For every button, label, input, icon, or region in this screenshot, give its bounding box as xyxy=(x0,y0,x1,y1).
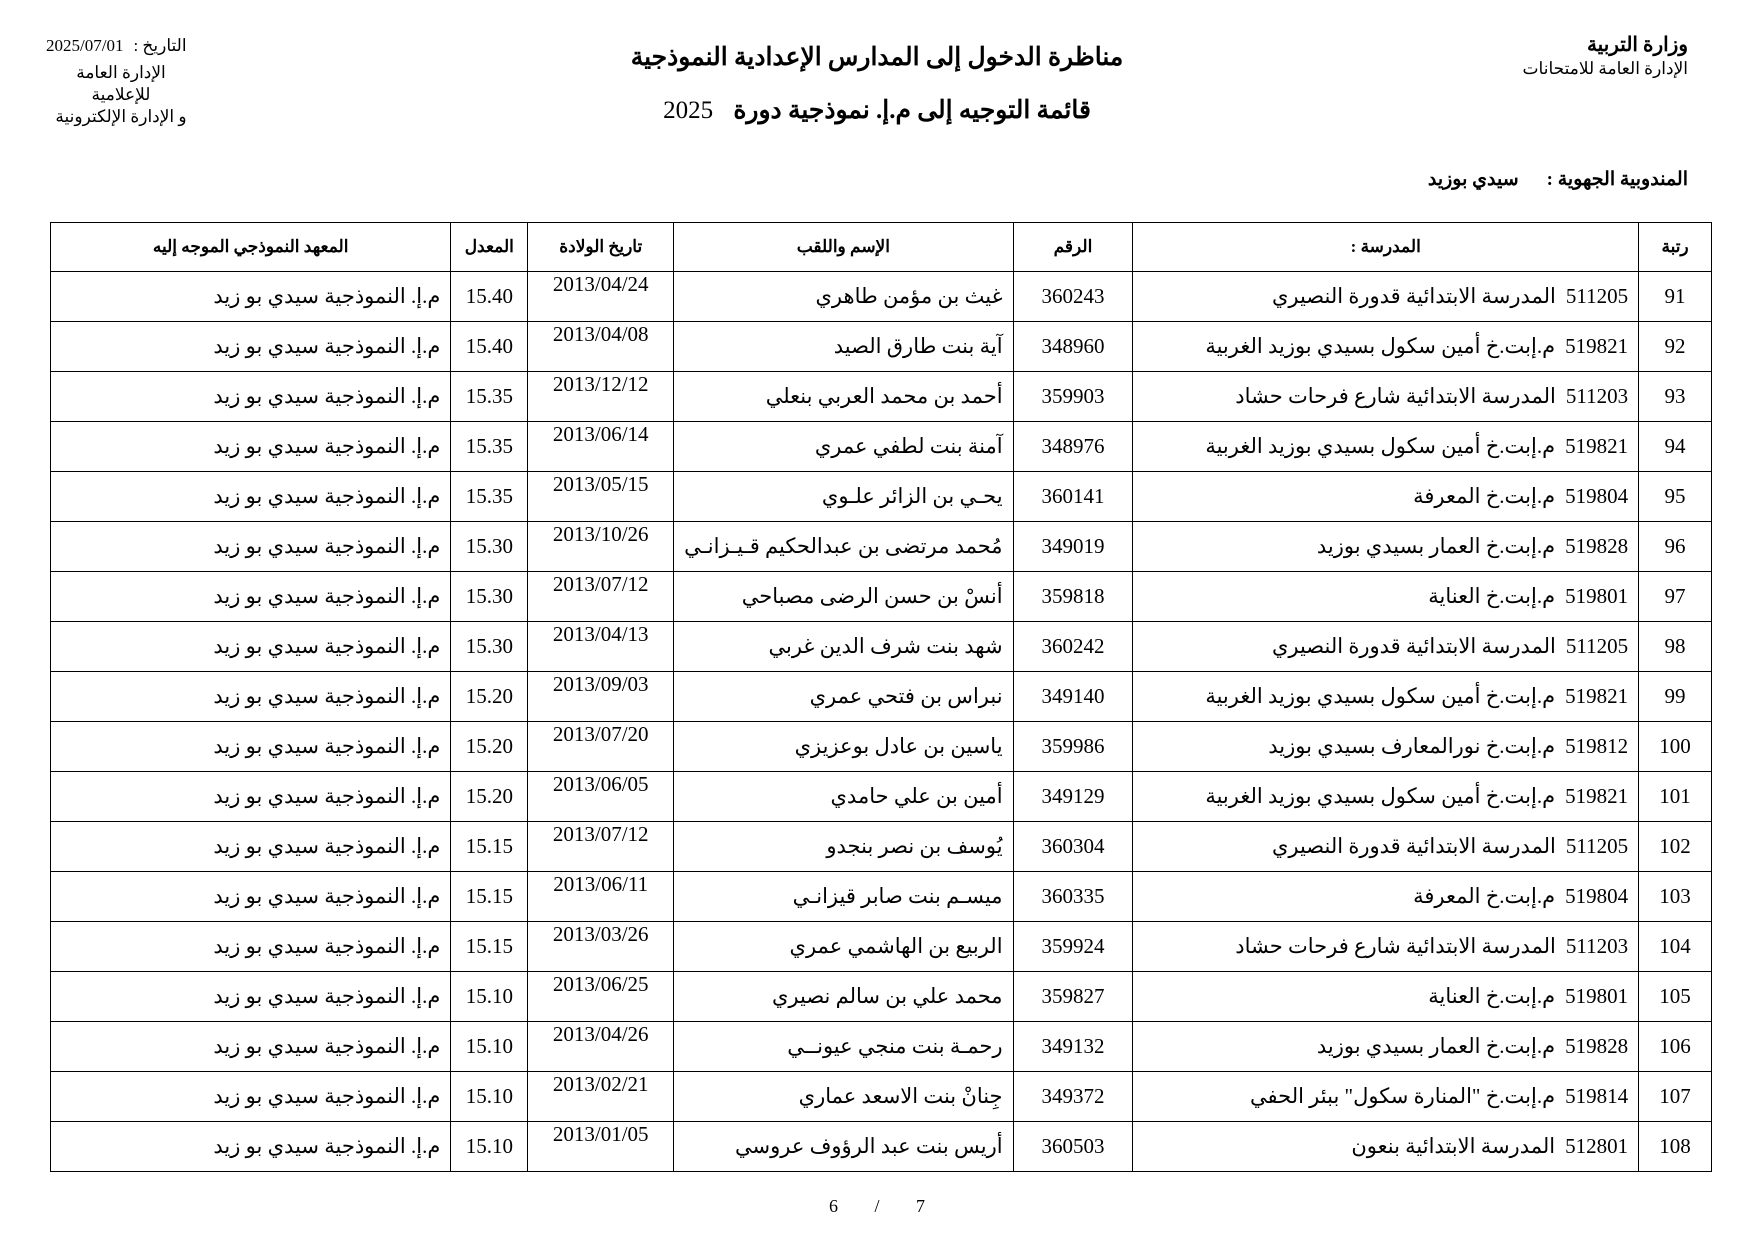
cell-name: أمين بن علي حامدي xyxy=(674,772,1013,822)
school-name: المدرسة الابتدائية قدورة النصيري xyxy=(1271,834,1556,858)
cell-number: 349372 xyxy=(1013,1072,1133,1122)
school-code: 511205 xyxy=(1565,284,1629,308)
table-row xyxy=(51,972,1712,1022)
cell-rank: 96 xyxy=(1639,522,1712,572)
table-row xyxy=(51,322,1712,372)
cell-average: 15.40 xyxy=(451,272,528,322)
cell-average: 15.35 xyxy=(451,472,528,522)
subtitle-text: قائمة التوجيه إلى م.إ. نموذجية دورة xyxy=(733,97,1091,124)
page-separator: / xyxy=(874,1196,880,1216)
cell-institute: م.إ. النموذجية سيدي بو زيد xyxy=(51,1022,451,1072)
school-name: م.إبت.خ أمين سكول بسيدي بوزيد الغربية xyxy=(1205,684,1556,708)
cell-institute: م.إ. النموذجية سيدي بو زيد xyxy=(51,472,451,522)
table-row xyxy=(51,1072,1712,1122)
cell-name: أريس بنت عبد الرؤوف عروسي xyxy=(674,1122,1013,1172)
school-name: م.إبت.خ أمين سكول بسيدي بوزيد الغربية xyxy=(1205,784,1556,808)
cell-rank: 93 xyxy=(1639,372,1712,422)
cell-average: 15.35 xyxy=(451,422,528,472)
school-code: 519821 xyxy=(1565,684,1629,708)
cell-school xyxy=(1133,572,1639,622)
school-code: 519814 xyxy=(1565,1084,1629,1108)
table-row xyxy=(51,572,1712,622)
school-code: 519804 xyxy=(1565,484,1629,508)
cell-number: 359827 xyxy=(1013,972,1133,1022)
cell-institute: م.إ. النموذجية سيدي بو زيد xyxy=(51,672,451,722)
cell-name: ميسـم بنت صابر قيزانـي xyxy=(674,872,1013,922)
cell-school xyxy=(1133,472,1639,522)
cell-number: 359818 xyxy=(1013,572,1133,622)
cell-name: آمنة بنت لطفي عمري xyxy=(674,422,1013,472)
cell-dob: 2013/05/15 xyxy=(528,472,674,522)
table-row xyxy=(51,722,1712,772)
cell-average: 15.20 xyxy=(451,722,528,772)
cell-institute: م.إ. النموذجية سيدي بو زيد xyxy=(51,772,451,822)
cell-average: 15.15 xyxy=(451,922,528,972)
cell-name: محمد علي بن سالم نصيري xyxy=(674,972,1013,1022)
school-code: 519828 xyxy=(1565,1034,1629,1058)
cell-institute: م.إ. النموذجية سيدي بو زيد xyxy=(51,872,451,922)
cell-number: 360243 xyxy=(1013,272,1133,322)
cell-rank: 102 xyxy=(1639,822,1712,872)
cell-number: 360141 xyxy=(1013,472,1133,522)
cell-number: 349140 xyxy=(1013,672,1133,722)
school-code: 519801 xyxy=(1565,584,1629,608)
cell-school xyxy=(1133,672,1639,722)
cell-school xyxy=(1133,622,1639,672)
date-row xyxy=(46,36,226,56)
date-label: التاريخ : xyxy=(133,36,187,55)
cell-institute: م.إ. النموذجية سيدي بو زيد xyxy=(51,422,451,472)
cell-dob: 2013/01/05 xyxy=(528,1122,674,1172)
school-code: 519828 xyxy=(1565,534,1629,558)
header-dob: تاريخ الولادة xyxy=(528,223,674,272)
table-row xyxy=(51,422,1712,472)
cell-school xyxy=(1133,422,1639,472)
school-code: 512801 xyxy=(1565,1134,1629,1158)
school-name: م.إبت.خ "المنارة سكول" ببئر الحفي xyxy=(1250,1084,1556,1108)
cell-rank: 98 xyxy=(1639,622,1712,672)
cell-rank: 100 xyxy=(1639,722,1712,772)
header-average: المعدل xyxy=(451,223,528,272)
cell-number: 359986 xyxy=(1013,722,1133,772)
total-pages: 7 xyxy=(916,1196,925,1216)
cell-name: يحـي بن الزائر علـوي xyxy=(674,472,1013,522)
school-name: م.إبت.خ العمار بسيدي بوزيد xyxy=(1316,534,1556,558)
school-code: 519801 xyxy=(1565,984,1629,1008)
document-title: مناظرة الدخول إلى المدارس الإعدادية النموذجية xyxy=(630,44,1124,71)
cell-average: 15.10 xyxy=(451,1022,528,1072)
region-value: سيدي بوزيد xyxy=(1427,169,1519,190)
cell-rank: 94 xyxy=(1639,422,1712,472)
cell-number: 348960 xyxy=(1013,322,1133,372)
cell-school xyxy=(1133,722,1639,772)
cell-school xyxy=(1133,922,1639,972)
school-code: 519821 xyxy=(1565,434,1629,458)
school-name: المدرسة الابتدائية شارع فرحات حشاد xyxy=(1235,384,1556,408)
school-name: م.إبت.خ العمار بسيدي بوزيد xyxy=(1316,1034,1556,1058)
school-name: م.إبت.خ أمين سكول بسيدي بوزيد الغربية xyxy=(1205,434,1556,458)
cell-dob: 2013/10/26 xyxy=(528,522,674,572)
cell-rank: 108 xyxy=(1639,1122,1712,1172)
table-row xyxy=(51,272,1712,322)
cell-number: 349019 xyxy=(1013,522,1133,572)
table-row xyxy=(51,1122,1712,1172)
cell-average: 15.10 xyxy=(451,1072,528,1122)
cell-rank: 107 xyxy=(1639,1072,1712,1122)
cell-school xyxy=(1133,322,1639,372)
cell-average: 15.15 xyxy=(451,822,528,872)
school-name: م.إبت.خ نورالمعارف بسيدي بوزيد xyxy=(1268,734,1556,758)
cell-institute: م.إ. النموذجية سيدي بو زيد xyxy=(51,1122,451,1172)
school-name: المدرسة الابتدائية قدورة النصيري xyxy=(1271,284,1556,308)
cell-number: 349132 xyxy=(1013,1022,1133,1072)
cell-dob: 2013/02/21 xyxy=(528,1072,674,1122)
cell-average: 15.15 xyxy=(451,872,528,922)
school-code: 519804 xyxy=(1565,884,1629,908)
cell-school xyxy=(1133,1022,1639,1072)
cell-name: رحمـة بنت منجي عيونــي xyxy=(674,1022,1013,1072)
table-row xyxy=(51,522,1712,572)
region-row xyxy=(1428,168,1688,191)
cell-institute: م.إ. النموذجية سيدي بو زيد xyxy=(51,572,451,622)
cell-dob: 2013/06/11 xyxy=(528,872,674,922)
school-code: 519812 xyxy=(1565,734,1629,758)
table-header-row xyxy=(51,223,1712,272)
table-row xyxy=(51,872,1712,922)
table-row xyxy=(51,372,1712,422)
header-rank: رتبة xyxy=(1639,223,1712,272)
page-indicator xyxy=(0,1196,1754,1217)
school-code: 511205 xyxy=(1565,834,1629,858)
cell-institute: م.إ. النموذجية سيدي بو زيد xyxy=(51,722,451,772)
cell-dob: 2013/04/13 xyxy=(528,622,674,672)
cell-dob: 2013/07/12 xyxy=(528,822,674,872)
school-name: المدرسة الابتدائية شارع فرحات حشاد xyxy=(1235,934,1556,958)
admin-block xyxy=(46,62,196,128)
cell-dob: 2013/04/24 xyxy=(528,272,674,322)
cell-average: 15.35 xyxy=(451,372,528,422)
cell-rank: 106 xyxy=(1639,1022,1712,1072)
orientation-table xyxy=(50,222,1712,1172)
cell-institute: م.إ. النموذجية سيدي بو زيد xyxy=(51,972,451,1022)
ministry-name: وزارة التربية xyxy=(1586,34,1688,56)
school-name: م.إبت.خ أمين سكول بسيدي بوزيد الغربية xyxy=(1205,334,1556,358)
cell-number: 359903 xyxy=(1013,372,1133,422)
cell-rank: 103 xyxy=(1639,872,1712,922)
school-name: م.إبت.خ العناية xyxy=(1428,584,1556,608)
cell-name: غيث بن مؤمن طاهري xyxy=(674,272,1013,322)
region-label: المندوبية الجهوية : xyxy=(1546,169,1688,190)
cell-name: ياسين بن عادل بوعزيزي xyxy=(674,722,1013,772)
cell-name: أنسْ بن حسن الرضى مصباحي xyxy=(674,572,1013,622)
school-code: 511203 xyxy=(1565,934,1629,958)
cell-average: 15.20 xyxy=(451,672,528,722)
table-body xyxy=(51,272,1712,1172)
admin-line-2: و الإدارة الإلكترونية xyxy=(55,107,187,126)
table-row xyxy=(51,472,1712,522)
cell-school xyxy=(1133,372,1639,422)
cell-name: جِنانْ بنت الاسعد عماري xyxy=(674,1072,1013,1122)
cell-number: 349129 xyxy=(1013,772,1133,822)
school-name: م.إبت.خ المعرفة xyxy=(1413,484,1556,508)
cell-institute: م.إ. النموذجية سيدي بو زيد xyxy=(51,372,451,422)
cell-institute: م.إ. النموذجية سيدي بو زيد xyxy=(51,822,451,872)
header-number: الرقم xyxy=(1013,223,1133,272)
cell-rank: 92 xyxy=(1639,322,1712,372)
date-value: 2025/07/01 xyxy=(46,36,124,55)
cell-rank: 91 xyxy=(1639,272,1712,322)
cell-rank: 97 xyxy=(1639,572,1712,622)
table-row xyxy=(51,672,1712,722)
cell-school xyxy=(1133,822,1639,872)
cell-name: نبراس بن فتحي عمري xyxy=(674,672,1013,722)
cell-school xyxy=(1133,772,1639,822)
cell-dob: 2013/12/12 xyxy=(528,372,674,422)
cell-number: 360304 xyxy=(1013,822,1133,872)
header-institute: المعهد النموذجي الموجه إليه xyxy=(51,223,451,272)
cell-name: شهد بنت شرف الدين غربي xyxy=(674,622,1013,672)
cell-institute: م.إ. النموذجية سيدي بو زيد xyxy=(51,322,451,372)
cell-school xyxy=(1133,972,1639,1022)
cell-dob: 2013/06/05 xyxy=(528,772,674,822)
cell-institute: م.إ. النموذجية سيدي بو زيد xyxy=(51,522,451,572)
cell-number: 360503 xyxy=(1013,1122,1133,1172)
cell-rank: 104 xyxy=(1639,922,1712,972)
table-row xyxy=(51,922,1712,972)
school-code: 511203 xyxy=(1565,384,1629,408)
cell-average: 15.10 xyxy=(451,1122,528,1172)
cell-average: 15.40 xyxy=(451,322,528,372)
cell-institute: م.إ. النموذجية سيدي بو زيد xyxy=(51,272,451,322)
current-page: 6 xyxy=(828,1196,838,1216)
cell-average: 15.20 xyxy=(451,772,528,822)
table-row xyxy=(51,772,1712,822)
cell-average: 15.10 xyxy=(451,972,528,1022)
cell-dob: 2013/09/03 xyxy=(528,672,674,722)
school-code: 519821 xyxy=(1565,334,1629,358)
cell-rank: 95 xyxy=(1639,472,1712,522)
cell-number: 360335 xyxy=(1013,872,1133,922)
cell-school xyxy=(1133,872,1639,922)
table-row xyxy=(51,622,1712,672)
cell-average: 15.30 xyxy=(451,522,528,572)
cell-name: يُوسف بن نصر بنجدو xyxy=(674,822,1013,872)
cell-institute: م.إ. النموذجية سيدي بو زيد xyxy=(51,1072,451,1122)
cell-dob: 2013/03/26 xyxy=(528,922,674,972)
header-school: المدرسة : xyxy=(1133,223,1639,272)
cell-number: 348976 xyxy=(1013,422,1133,472)
school-code: 519821 xyxy=(1565,784,1629,808)
cell-number: 360242 xyxy=(1013,622,1133,672)
cell-school xyxy=(1133,272,1639,322)
school-name: م.إبت.خ المعرفة xyxy=(1413,884,1556,908)
document-subtitle xyxy=(0,95,1754,125)
cell-school xyxy=(1133,1122,1639,1172)
table-row xyxy=(51,822,1712,872)
school-name: المدرسة الابتدائية بنعون xyxy=(1351,1134,1556,1158)
cell-number: 359924 xyxy=(1013,922,1133,972)
cell-rank: 99 xyxy=(1639,672,1712,722)
cell-dob: 2013/04/26 xyxy=(528,1022,674,1072)
cell-name: أحمد بن محمد العربي بنعلي xyxy=(674,372,1013,422)
cell-dob: 2013/06/14 xyxy=(528,422,674,472)
header-name: الإسم واللقب xyxy=(674,223,1013,272)
issue-info xyxy=(46,36,226,128)
cell-dob: 2013/04/08 xyxy=(528,322,674,372)
cell-school xyxy=(1133,1072,1639,1122)
table-row xyxy=(51,1022,1712,1072)
admin-line-1: الإدارة العامة للإعلامية xyxy=(76,63,166,104)
school-name: م.إبت.خ العناية xyxy=(1428,984,1556,1008)
cell-rank: 105 xyxy=(1639,972,1712,1022)
cell-school xyxy=(1133,522,1639,572)
school-name: المدرسة الابتدائية قدورة النصيري xyxy=(1271,634,1556,658)
cell-institute: م.إ. النموذجية سيدي بو زيد xyxy=(51,922,451,972)
cell-rank: 101 xyxy=(1639,772,1712,822)
school-code: 511205 xyxy=(1565,634,1629,658)
cell-name: مُحمد مرتضى بن عبدالحكيم قـيـزانـي xyxy=(674,522,1013,572)
cell-name: الربيع بن الهاشمي عمري xyxy=(674,922,1013,972)
cell-dob: 2013/06/25 xyxy=(528,972,674,1022)
cell-name: آية بنت طارق الصيد xyxy=(674,322,1013,372)
cell-average: 15.30 xyxy=(451,622,528,672)
cell-dob: 2013/07/12 xyxy=(528,572,674,622)
department-name: الإدارة العامة للامتحانات xyxy=(1522,59,1688,78)
cell-dob: 2013/07/20 xyxy=(528,722,674,772)
cell-average: 15.30 xyxy=(451,572,528,622)
cell-institute: م.إ. النموذجية سيدي بو زيد xyxy=(51,622,451,672)
session-year: 2025 xyxy=(663,97,714,124)
